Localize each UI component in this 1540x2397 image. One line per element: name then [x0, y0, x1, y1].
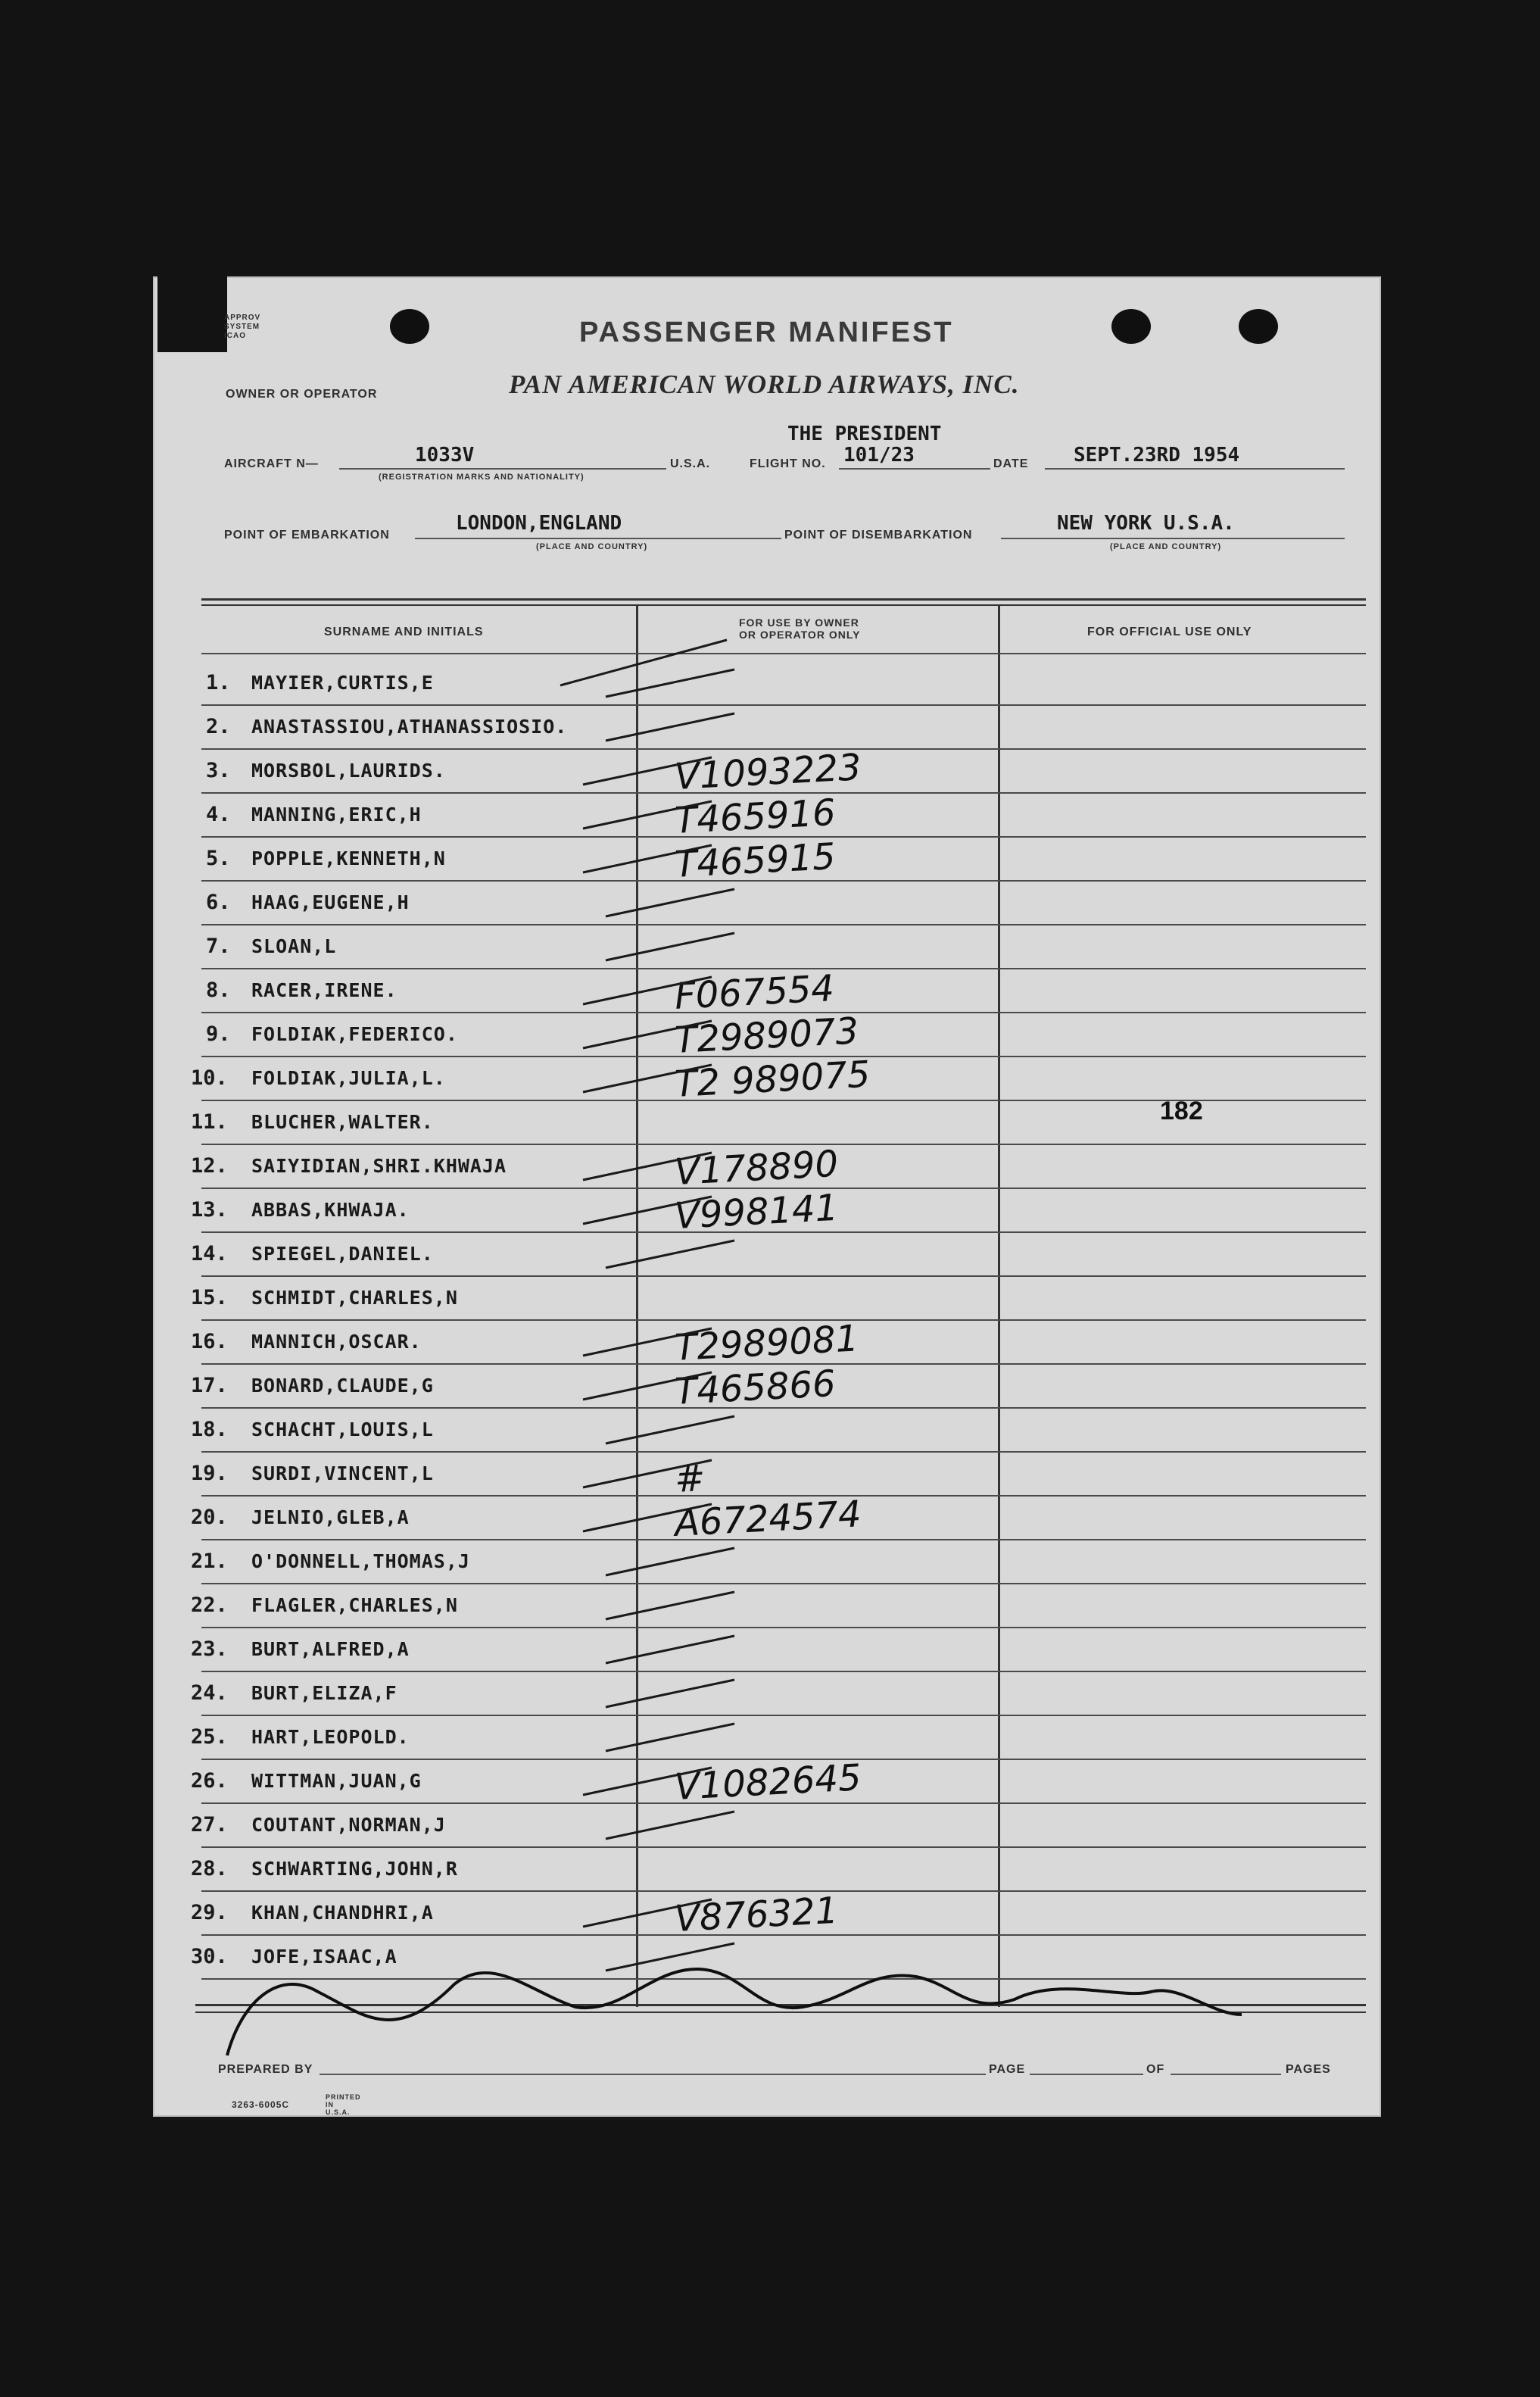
flight-name: THE PRESIDENT: [787, 423, 942, 445]
column-header-owner-1: FOR USE BY OWNER: [739, 616, 859, 629]
passenger-name: BURT,ALFRED,A: [251, 1638, 410, 1660]
passenger-name: MAYIER,CURTIS,E: [251, 672, 434, 694]
passenger-name: FOLDIAK,JULIA,L.: [251, 1067, 446, 1089]
date-label: DATE: [993, 457, 1029, 470]
document-number-handwritten: T2 989075: [673, 1053, 871, 1106]
page-label: PAGE: [989, 2063, 1026, 2076]
column-header-official: FOR OFFICIAL USE ONLY: [1087, 626, 1252, 638]
aircraft-label: AIRCRAFT N—: [224, 457, 319, 470]
closing-squiggle: [227, 1969, 1242, 2055]
column-header-owner-2: OR OPERATOR ONLY: [739, 629, 861, 641]
row-number: 8.: [206, 978, 231, 1002]
document-number-handwritten: F067554: [673, 967, 836, 1018]
passenger-name: JELNIO,GLEB,A: [251, 1506, 410, 1528]
passenger-name: SCHWARTING,JOHN,R: [251, 1858, 458, 1880]
passenger-name: MANNING,ERIC,H: [251, 804, 422, 826]
document-number-handwritten: T465916: [673, 791, 837, 842]
column-header-surname: SURNAME AND INITIALS: [324, 626, 484, 638]
disembark-sublabel: (PLACE AND COUNTRY): [1110, 542, 1222, 551]
usa-label: U.S.A.: [670, 457, 711, 470]
passenger-name: SCHMIDT,CHARLES,N: [251, 1287, 458, 1309]
document-number-handwritten: V876321: [673, 1889, 840, 1940]
date-value: SEPT.23RD 1954: [1074, 444, 1240, 467]
passenger-name: COUTANT,NORMAN,J: [251, 1814, 446, 1836]
check-mark: [606, 1592, 734, 1619]
document-number-handwritten: T2989073: [673, 1010, 860, 1062]
passenger-name: FOLDIAK,FEDERICO.: [251, 1023, 458, 1045]
row-number: 1.: [206, 671, 231, 694]
disembark-label: POINT OF DISEMBARKATION: [784, 529, 973, 542]
passenger-name: MANNICH,OSCAR.: [251, 1331, 422, 1353]
row-number: 2.: [206, 715, 231, 738]
row-number: 21.: [191, 1550, 228, 1573]
row-number: 25.: [191, 1725, 228, 1749]
check-mark: [606, 1241, 734, 1268]
row-number: 20.: [191, 1506, 228, 1529]
row-number: 18.: [191, 1418, 228, 1441]
passenger-name: HART,LEOPOLD.: [251, 1726, 410, 1748]
aircraft-sublabel: (REGISTRATION MARKS AND NATIONALITY): [379, 473, 585, 482]
of-label: OF: [1146, 2063, 1165, 2076]
prepared-by-label: PREPARED BY: [218, 2063, 313, 2076]
passenger-name: SCHACHT,LOUIS,L: [251, 1419, 434, 1440]
passenger-name: ANASTASSIOU,ATHANASSIOSIO.: [251, 716, 568, 738]
passenger-name: WITTMAN,JUAN,G: [251, 1770, 422, 1792]
check-mark: [606, 1724, 734, 1751]
passenger-name: KHAN,CHANDHRI,A: [251, 1902, 434, 1924]
document-number-handwritten: T465866: [673, 1362, 837, 1413]
check-mark: [606, 1636, 734, 1663]
printed-mark: PRINTED IN U.S.A.: [326, 2093, 361, 2116]
document-number-handwritten: V178890: [673, 1142, 840, 1194]
official-note: 182: [1160, 1097, 1203, 1125]
document-number-handwritten: A6724574: [673, 1493, 862, 1545]
row-number: 7.: [206, 935, 231, 958]
check-mark: [606, 889, 734, 916]
form-title: PASSENGER MANIFEST: [579, 317, 954, 348]
passenger-name: FLAGLER,CHARLES,N: [251, 1594, 458, 1616]
embark-sublabel: (PLACE AND COUNTRY): [536, 542, 648, 551]
row-number: 9.: [206, 1022, 231, 1046]
row-number: 30.: [191, 1945, 228, 1968]
row-number: 28.: [191, 1857, 228, 1880]
check-mark: [606, 1416, 734, 1444]
document-number-handwritten: T2989081: [673, 1317, 860, 1369]
check-mark: [606, 1943, 734, 1971]
flight-label: FLIGHT NO.: [750, 457, 826, 470]
aircraft-value: 1033V: [415, 444, 475, 467]
row-number: 26.: [191, 1769, 228, 1793]
document-number-handwritten: V998141: [673, 1186, 840, 1238]
embark-value: LONDON,ENGLAND: [456, 512, 622, 535]
row-number: 22.: [191, 1593, 228, 1617]
row-number: 13.: [191, 1198, 228, 1222]
passenger-name: BLUCHER,WALTER.: [251, 1111, 434, 1133]
check-mark: [606, 1548, 734, 1575]
flight-value: 101/23: [843, 444, 915, 467]
passenger-name: BONARD,CLAUDE,G: [251, 1375, 434, 1397]
row-number: 6.: [206, 891, 231, 914]
owner-label: OWNER OR OPERATOR: [226, 388, 378, 401]
document-number-handwritten: #: [673, 1456, 706, 1501]
check-mark: [606, 713, 734, 741]
document-number-handwritten: T465915: [673, 835, 837, 886]
form-number: 3263-6005C: [232, 2099, 290, 2110]
row-number: 5.: [206, 847, 231, 870]
row-number: 14.: [191, 1242, 228, 1266]
pages-label: PAGES: [1286, 2063, 1331, 2076]
check-mark: [606, 933, 734, 960]
document-number-handwritten: V1082645: [673, 1756, 862, 1809]
passenger-name: SPIEGEL,DANIEL.: [251, 1243, 434, 1265]
row-number: 29.: [191, 1901, 228, 1924]
passenger-name: MORSBOL,LAURIDS.: [251, 760, 446, 782]
passenger-name: SURDI,VINCENT,L: [251, 1462, 434, 1484]
passenger-name: O'DONNELL,THOMAS,J: [251, 1550, 470, 1572]
passenger-name: SLOAN,L: [251, 935, 337, 957]
approval-note-line: APPROV: [224, 314, 261, 322]
row-number: 11.: [191, 1110, 228, 1134]
passenger-name: SAIYIDIAN,SHRI.KHWAJA: [251, 1155, 507, 1177]
row-number: 12.: [191, 1154, 228, 1178]
row-number: 24.: [191, 1681, 228, 1705]
check-mark: [606, 669, 734, 697]
row-number: 27.: [191, 1813, 228, 1837]
passenger-name: HAAG,EUGENE,H: [251, 891, 410, 913]
row-number: 3.: [206, 759, 231, 782]
row-number: 4.: [206, 803, 231, 826]
check-mark: [560, 640, 727, 685]
check-mark: [606, 1680, 734, 1707]
passenger-name: JOFE,ISAAC,A: [251, 1946, 397, 1968]
row-number: 19.: [191, 1462, 228, 1485]
row-number: 16.: [191, 1330, 228, 1353]
row-number: 10.: [191, 1066, 228, 1090]
row-number: 17.: [191, 1374, 228, 1397]
passenger-name: RACER,IRENE.: [251, 979, 397, 1001]
row-number: 23.: [191, 1637, 228, 1661]
check-mark: [606, 1812, 734, 1839]
passenger-name: POPPLE,KENNETH,N: [251, 847, 446, 869]
approval-note-line: SYSTEM: [224, 323, 260, 331]
row-number: 15.: [191, 1286, 228, 1309]
document-number-handwritten: V1093223: [673, 746, 862, 798]
passenger-name: BURT,ELIZA,F: [251, 1682, 397, 1704]
passenger-name: ABBAS,KHWAJA.: [251, 1199, 410, 1221]
approval-note-line: ICAO: [224, 332, 246, 340]
disembark-value: NEW YORK U.S.A.: [1057, 512, 1235, 535]
embark-label: POINT OF EMBARKATION: [224, 529, 390, 542]
airline-name: PAN AMERICAN WORLD AIRWAYS, INC.: [509, 370, 1020, 399]
